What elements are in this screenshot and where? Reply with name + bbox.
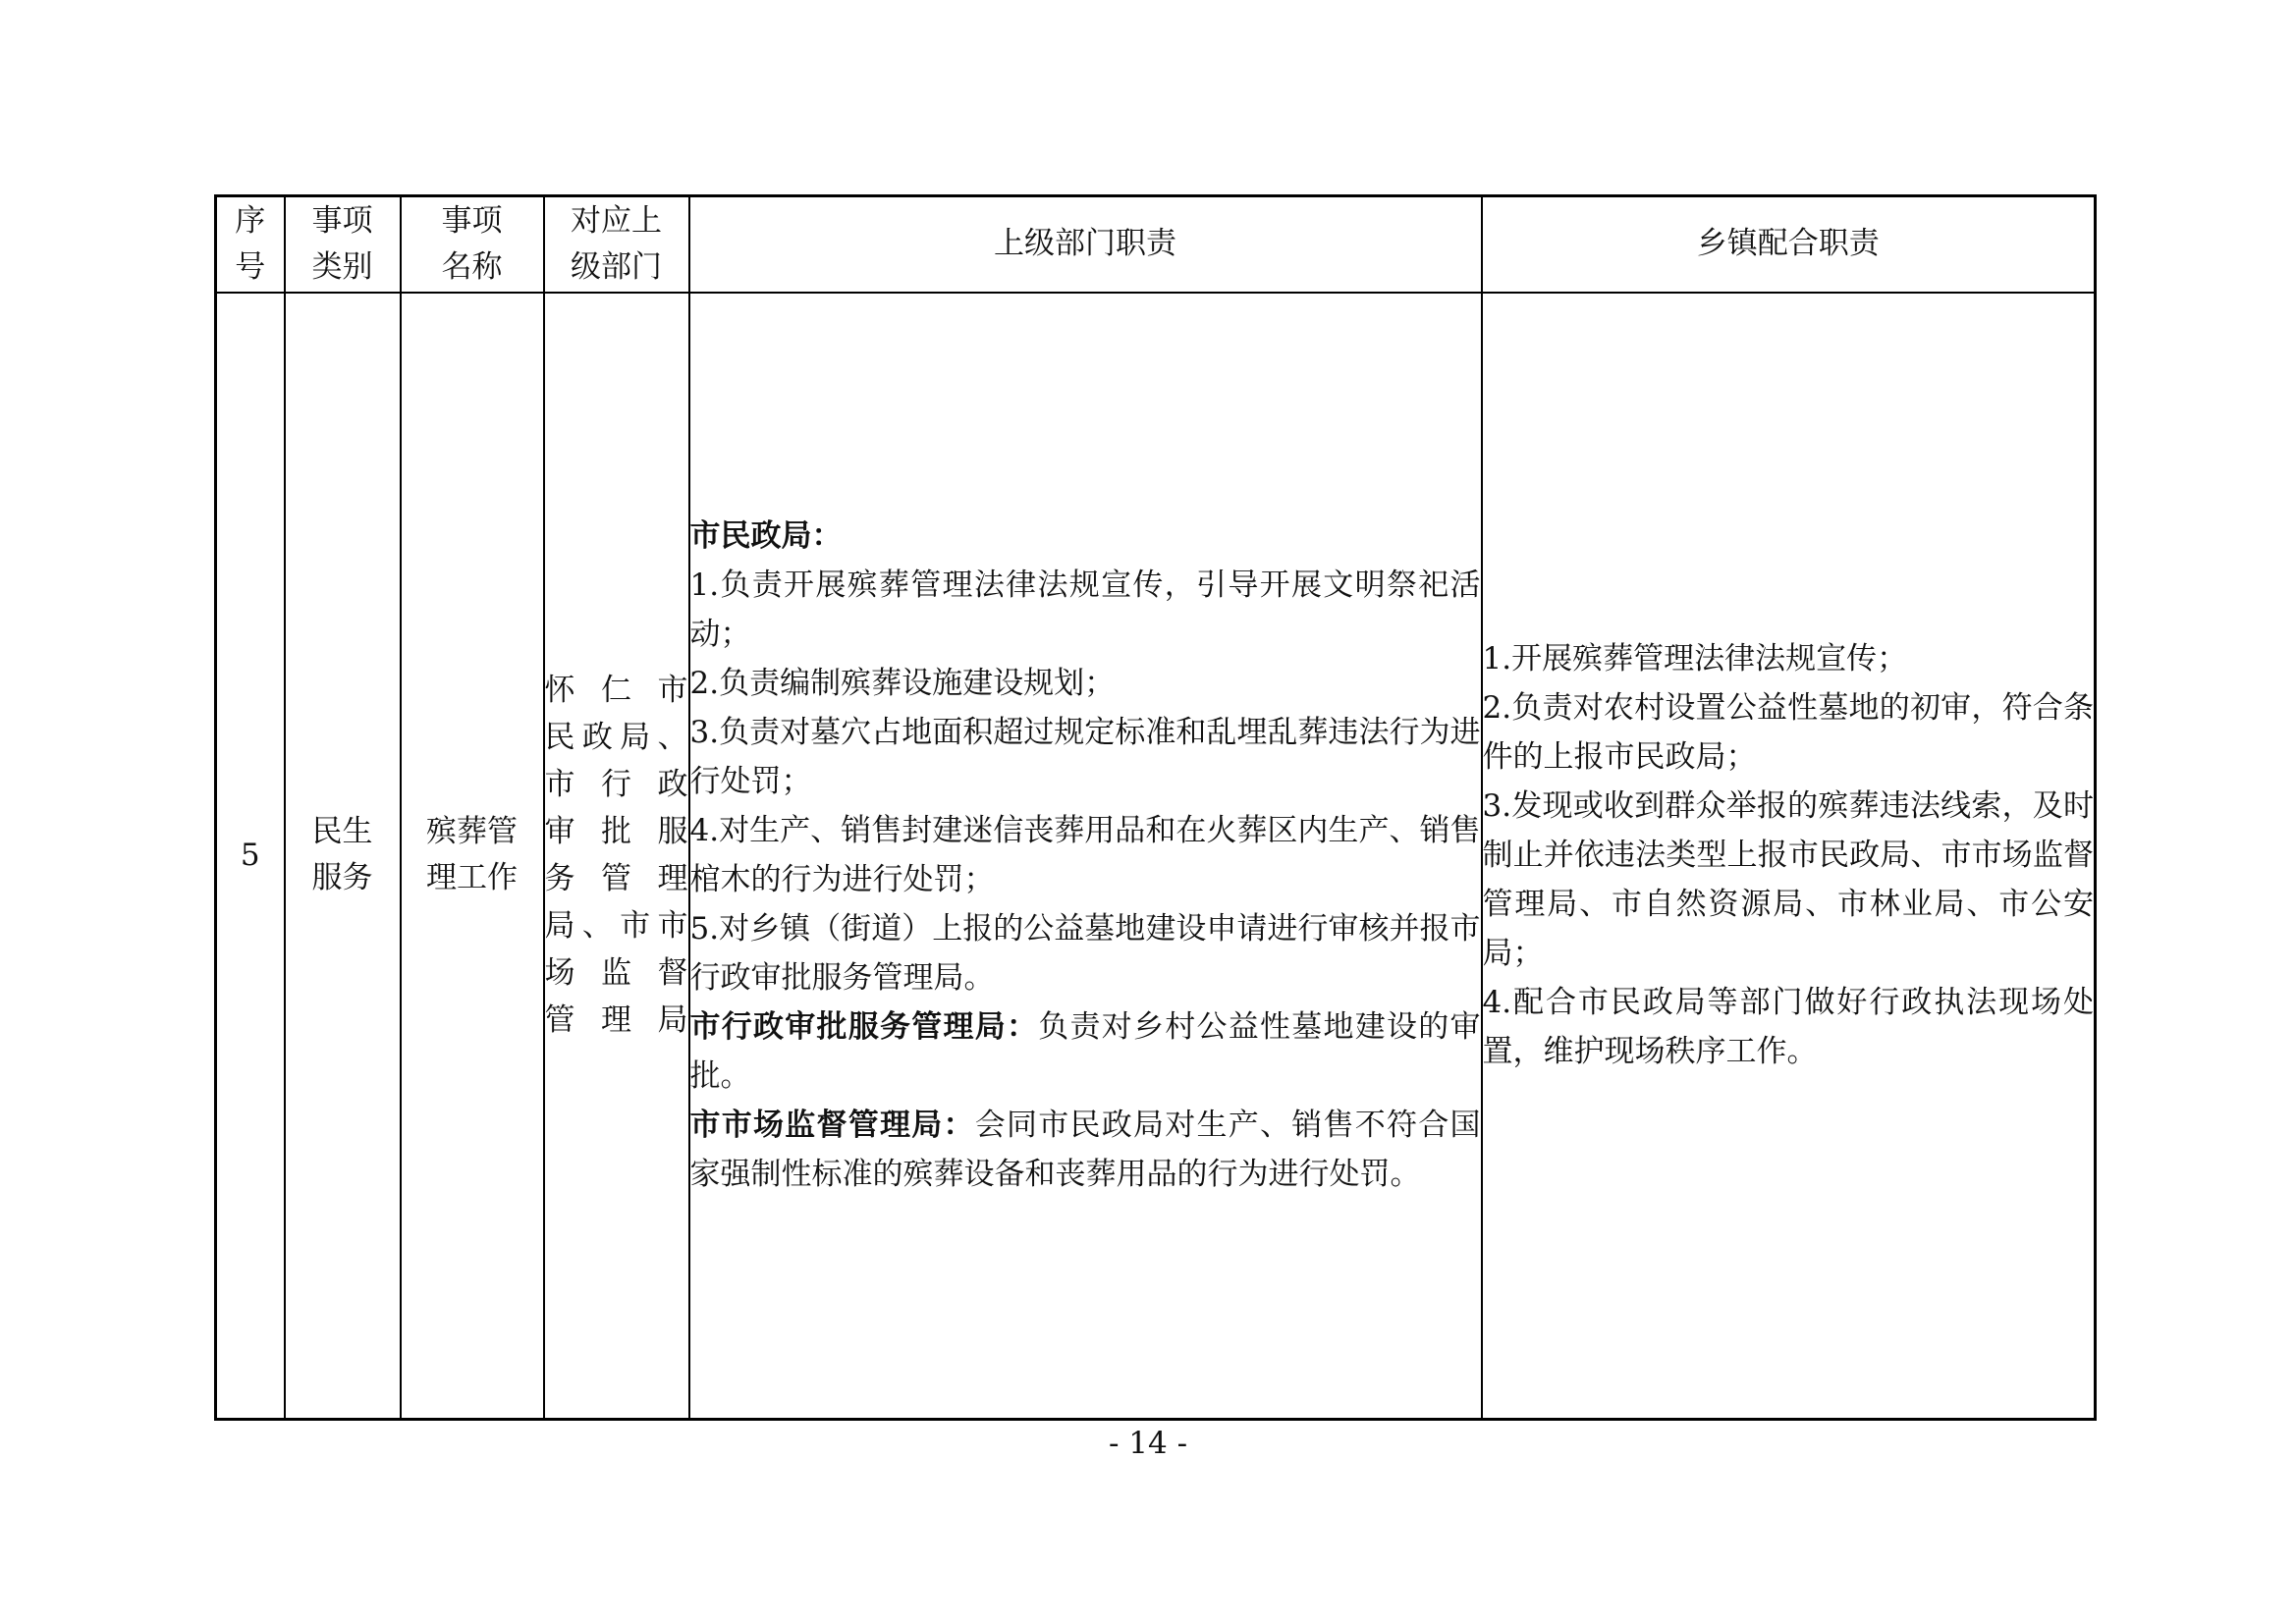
civil-affairs-item: 4.对生产、销售封建迷信丧葬用品和在火葬区内生产、销售棺木的行为进行处罚； xyxy=(689,813,1481,898)
market-bureau-text: 会同市民政局对生产、销售不符合国家强制性标准的殡葬设备和丧葬用品的行为进行处罚。 xyxy=(689,1108,1481,1193)
row-seq: 5 xyxy=(216,293,285,1420)
row-dept-line: 审批服 xyxy=(544,814,688,850)
header-category-line1: 事项 xyxy=(311,202,373,239)
row-name-line1: 殡葬管 xyxy=(426,814,518,850)
town-item: 3.发现或收到群众举报的殡葬违法线索，及时制止并依违法类型上报市民政局、市市场监督管理局、市自然资源局、市林业局、市公安局； xyxy=(1482,788,2094,972)
row-name-line2: 理工作 xyxy=(426,860,518,896)
civil-affairs-item: 5.对乡镇（街道）上报的公益墓地建设申请进行审核并报市行政审批服务管理局。 xyxy=(689,911,1481,997)
row-dept-line: 场监督 xyxy=(544,955,688,992)
row-dept-line: 市行政 xyxy=(544,767,688,803)
row-category-line2: 服务 xyxy=(311,860,373,896)
row-dept-line: 管理局 xyxy=(544,1002,688,1039)
header-town-responsibility: 乡镇配合职责 xyxy=(1482,196,2096,293)
header-category-line2: 类别 xyxy=(311,248,373,285)
row-category-line1: 民生 xyxy=(311,814,373,850)
row-dept xyxy=(544,293,689,1420)
header-name-line2: 名称 xyxy=(441,248,503,285)
town-item: 1.开展殡葬管理法律法规宣传； xyxy=(1482,641,1908,677)
row-dept-line: 局、市市 xyxy=(544,908,688,945)
header-name xyxy=(401,196,544,293)
table-row xyxy=(216,293,2096,1420)
header-dept-line1: 对应上 xyxy=(571,202,662,239)
header-name-line1: 事项 xyxy=(441,202,503,239)
row-name xyxy=(401,293,544,1420)
row-dept-line: 民政局、 xyxy=(544,720,688,756)
row-dept-line: 务管理 xyxy=(544,861,688,897)
row-town-responsibility xyxy=(1482,293,2096,1420)
approval-bureau-text: 负责对乡村公益性墓地建设的审批。 xyxy=(689,1009,1481,1095)
header-seq-line2: 号 xyxy=(235,248,266,285)
town-item: 2.负责对农村设置公益性墓地的初审，符合条件的上报市民政局； xyxy=(1482,690,2094,776)
approval-bureau-title: 市行政审批服务管理局： xyxy=(689,1009,1039,1046)
row-upper-responsibility xyxy=(689,293,1482,1420)
civil-affairs-item: 2.负责编制殡葬设施建设规划； xyxy=(689,666,1116,702)
page-number: - 14 - xyxy=(1108,1426,1188,1461)
market-bureau-paragraph xyxy=(690,1101,1481,1199)
header-dept xyxy=(544,196,689,293)
approval-bureau-paragraph xyxy=(690,1002,1481,1101)
town-item: 4.配合市民政局等部门做好行政执法现场处置，维护现场秩序工作。 xyxy=(1482,985,2094,1070)
header-category xyxy=(285,196,401,293)
header-seq-line1: 序 xyxy=(235,202,266,239)
header-dept-line2: 级部门 xyxy=(571,248,662,285)
civil-affairs-item: 1.负责开展殡葬管理法律法规宣传，引导开展文明祭祀活动； xyxy=(689,568,1481,653)
responsibility-table xyxy=(214,194,2097,1421)
row-dept-line: 怀仁市 xyxy=(544,673,688,709)
header-upper-responsibility: 上级部门职责 xyxy=(689,196,1482,293)
market-bureau-title: 市市场监督管理局： xyxy=(689,1108,975,1144)
civil-affairs-title: 市民政局： xyxy=(689,518,843,555)
row-category xyxy=(285,293,401,1420)
header-row xyxy=(216,196,2096,293)
header-seq xyxy=(216,196,285,293)
civil-affairs-item: 3.负责对墓穴占地面积超过规定标准和乱埋乱葬违法行为进行处罚； xyxy=(689,715,1481,800)
